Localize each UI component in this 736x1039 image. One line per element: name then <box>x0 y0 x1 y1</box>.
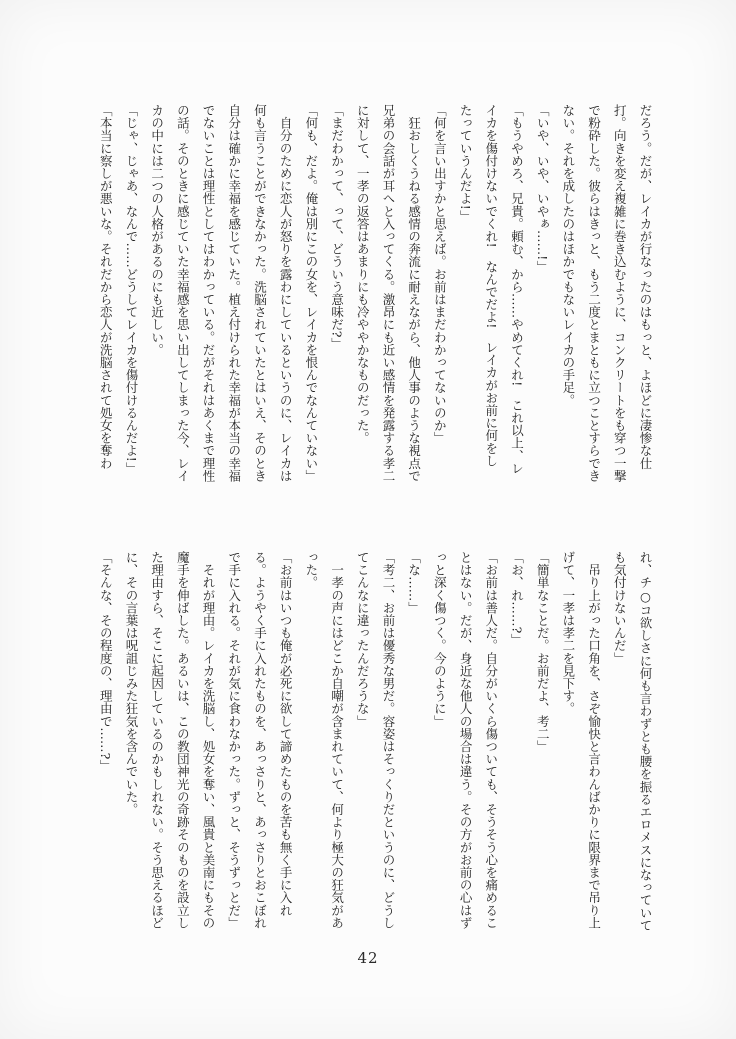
text-block-bottom <box>93 551 658 932</box>
text-line: イカを傷付けないでくれ! なんでだよ! レイカがお前に何をし <box>483 104 499 468</box>
text-line: 吊り上がった口角を、さぞ愉快と言わんばかりに限界まで吊り上 <box>586 551 602 929</box>
text-line: 「何も、だよ。俺は別にこの女を、レイカを恨んでなんていない」 <box>303 104 319 482</box>
text-line: の話。そのときに感じていた幸福感を思い出してしまった今、レイ <box>175 104 191 482</box>
text-line: 「いや、いや、いやぁ……!」 <box>535 104 551 273</box>
text-line: も気付けないんだ」 <box>612 551 628 665</box>
text-line: たっていうんだよ!」 <box>458 104 474 223</box>
text-line: で粉砕した。彼らはきっと、もう二度とまともに立つことすらでき <box>586 104 602 482</box>
text-line: れ、チ○コ欲しさに何も言わずとも腰を振るエロメスになっていて <box>638 551 653 932</box>
text-line: でないことは理性としてはわかっている。だがそれはあくまで理性 <box>201 104 217 482</box>
text-line: 「お、れ……?」 <box>509 551 525 647</box>
text-line: げて、一孝は孝二を見下す。 <box>560 551 576 715</box>
text-line: 「お前は善人だ。自分がいくら傷ついても、そうそう心を痛めるこ <box>483 551 499 929</box>
text-line: た理由すら、そこに起因しているのかもしれない。そう思えるほど <box>149 551 165 929</box>
text-line: 「本当に察しが悪いな。それだから恋人が洗脳されて処女を奪わ <box>98 104 114 470</box>
text-line: 「お前はいつも俺が必死に欲して諦めたものを苦も無く手に入れ <box>278 551 294 917</box>
text-line: てこんなに違ったんだろうな」 <box>355 551 371 728</box>
text-block-top <box>93 104 658 482</box>
text-line: 打。向きを変え複雑に巻き込むように、コンクリートをも穿つ一撃 <box>612 104 628 482</box>
page-number: 42 <box>357 949 379 967</box>
text-line: 狂おしくうねる感情の奔流に耐えながら、他人事のような視点で <box>406 104 422 482</box>
text-line: 「な……」 <box>406 551 422 614</box>
text-line: 「もうやめろ、兄貴。頼む、から……やめてくれ! これ以上、レ <box>509 104 525 475</box>
text-line: る。ようやく手に入れたものを、あっさりと、あっさりとおこぼれ <box>252 551 268 929</box>
text-line: で手に入れる。それが気に食わなかった。ずっと、そうずっとだ」 <box>226 551 242 929</box>
text-line: 「そんな、その程度の、理由で……?」 <box>98 551 114 773</box>
text-line: 自分のために恋人が怒りを露わにしているというのに、レイカは <box>278 104 294 482</box>
text-line: カの中には二つの人格があるのにも近しい。 <box>149 104 165 356</box>
text-line: とはない。だが、身近な他人の場合は違う。その方がお前の心はず <box>458 551 474 929</box>
text-line: ない。それを成したのはほかでもないレイカの手足。 <box>560 104 576 407</box>
text-line: それが理由。レイカを洗脳し、処女を奪い、風貴と美南にもその <box>201 551 217 929</box>
text-line: 「考二、お前は優秀な男だ。容姿はそっくりだというのに、どうし <box>380 551 396 929</box>
text-line: った。 <box>303 551 319 589</box>
text-line: に対して、一孝の返答はあまりにも冷ややかなものだった。 <box>355 104 371 445</box>
text-line: 「まだわかって、って、どういう意味だ?」 <box>329 104 345 351</box>
text-line: に、その言葉は呪詛じみた狂気を含んでいた。 <box>123 551 139 816</box>
text-line: 自分は確かに幸福を感じていた。植え付けられた幸福が本当の幸福 <box>226 104 242 482</box>
text-line: っと深く傷つく。今のように」 <box>432 551 448 728</box>
text-line: 魔手を伸ばした。あるいは、この教団神光の奇跡そのものを設立し <box>175 551 191 929</box>
text-line: 何も言うことができなかった。洗脳されていたとはいえ、そのとき <box>252 104 268 482</box>
text-line: 「簡単なことだ。お前だよ、考二」 <box>535 551 551 753</box>
text-line: 「何を言い出すかと思えば。お前はまだわかってないのか」 <box>432 104 448 445</box>
text-line: だろう。だが、レイカが行なったのはもっと、よほどに凄惨な仕 <box>638 104 653 470</box>
text-line: 一孝の声にはどこか自嘲が含まれていて、何より極大の狂気があ <box>329 551 345 929</box>
text-line: 兄弟の会話が耳へと入ってくる。激昂にも近い感情を発露する孝二 <box>380 104 396 482</box>
text-line: 「じゃ、じゃあ、なんで……どうしてレイカを傷付けるんだよ!」 <box>123 104 139 475</box>
